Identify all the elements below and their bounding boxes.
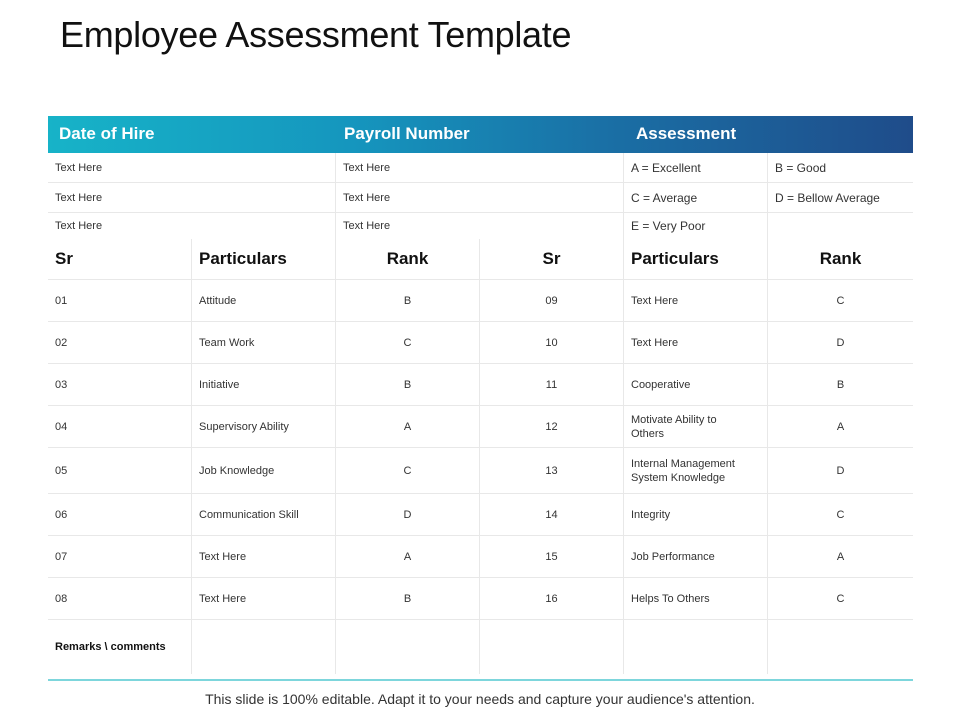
particulars-cell: Text Here [624,280,768,321]
remarks-cell[interactable] [192,620,336,674]
sr-cell: 03 [48,364,192,405]
column-header: Rank [336,239,480,279]
sr-cell: 14 [480,494,624,535]
column-header: Sr [480,239,624,279]
remarks-cell[interactable] [624,620,768,674]
remarks-label: Remarks \ comments [48,620,192,674]
info-cell: E = Very Poor [624,213,768,239]
rank-cell[interactable]: C [836,508,845,521]
column-header: Rank [819,249,862,268]
rank-cell[interactable]: C [836,592,845,605]
table-row [48,364,913,406]
rank-cell[interactable]: A [836,550,845,563]
rank-cell[interactable]: D [836,464,845,477]
particulars-cell: Helps To Others [624,578,768,619]
info-cell: C = Average [624,183,768,212]
particulars-cell: Supervisory Ability [192,406,336,447]
particulars-cell: Motivate Ability to Others [624,406,768,447]
info-cell[interactable]: Text Here [336,153,624,182]
column-header: Sr [48,239,192,279]
sr-cell: 07 [48,536,192,577]
table-row [48,406,913,448]
info-cell[interactable]: Text Here [336,213,624,239]
rank-cell[interactable]: D [336,494,480,535]
info-cell[interactable]: Text Here [48,153,336,182]
info-cell [768,213,913,239]
sr-cell: 04 [48,406,192,447]
sr-cell: 15 [480,536,624,577]
remarks-cell[interactable] [336,620,480,674]
rank-cell[interactable]: B [336,280,480,321]
info-cell: D = Bellow Average [775,190,880,205]
sr-cell: 08 [48,578,192,619]
table-row [48,280,913,322]
table-row [48,494,913,536]
rank-cell[interactable]: D [836,336,845,349]
remarks-cell[interactable] [768,620,913,674]
rank-cell[interactable]: C [336,322,480,363]
column-header: Particulars [192,239,336,279]
column-header: Particulars [624,239,768,279]
particulars-cell: Internal Management System Knowledge [624,448,768,493]
particulars-cell: Initiative [192,364,336,405]
sr-cell: 05 [48,448,192,493]
info-row [48,183,913,213]
particulars-cell: Text Here [624,322,768,363]
particulars-cell: Attitude [192,280,336,321]
sr-cell: 06 [48,494,192,535]
sr-cell: 02 [48,322,192,363]
particulars-cell: Job Knowledge [192,448,336,493]
sr-cell: 12 [480,406,624,447]
rank-cell[interactable]: C [836,294,845,307]
info-cell[interactable]: Text Here [336,183,624,212]
info-row [48,213,913,239]
header-date-of-hire: Date of Hire [59,124,155,143]
particulars-cell: Team Work [192,322,336,363]
sr-cell: 16 [480,578,624,619]
sr-cell: 13 [480,448,624,493]
particulars-cell: Integrity [624,494,768,535]
table-header-bar [48,116,913,153]
footer-note: This slide is 100% editable. Adapt it to your needs and capture your audience's attention. [205,691,755,707]
table-row [48,536,913,578]
table-row [48,578,913,620]
remarks-row [48,620,913,674]
info-cell: B = Good [775,160,827,175]
rank-cell[interactable]: A [336,536,480,577]
info-row [48,153,913,183]
assessment-table [48,239,913,674]
rank-cell[interactable]: B [336,578,480,619]
rank-cell[interactable]: C [336,448,480,493]
info-table [48,153,913,239]
remarks-cell[interactable] [480,620,624,674]
particulars-cell: Job Performance [624,536,768,577]
sr-cell: 10 [480,322,624,363]
rank-cell[interactable]: A [336,406,480,447]
particulars-cell: Cooperative [624,364,768,405]
rank-cell[interactable]: B [836,378,845,391]
footer-divider [48,679,913,681]
header-assessment: Assessment [636,124,737,143]
header-payroll-number: Payroll Number [344,124,470,143]
page-title: Employee Assessment Template [60,14,572,55]
particulars-cell: Communication Skill [192,494,336,535]
sr-cell: 09 [480,280,624,321]
table-header-row [48,239,913,280]
table-row [48,448,913,494]
info-cell[interactable]: Text Here [48,183,336,212]
sr-cell: 11 [480,364,624,405]
particulars-cell: Text Here [192,536,336,577]
info-cell: A = Excellent [624,153,768,182]
info-cell[interactable]: Text Here [48,213,336,239]
rank-cell[interactable]: B [336,364,480,405]
rank-cell[interactable]: A [836,420,845,433]
table-row [48,322,913,364]
particulars-cell: Text Here [192,578,336,619]
sr-cell: 01 [48,280,192,321]
